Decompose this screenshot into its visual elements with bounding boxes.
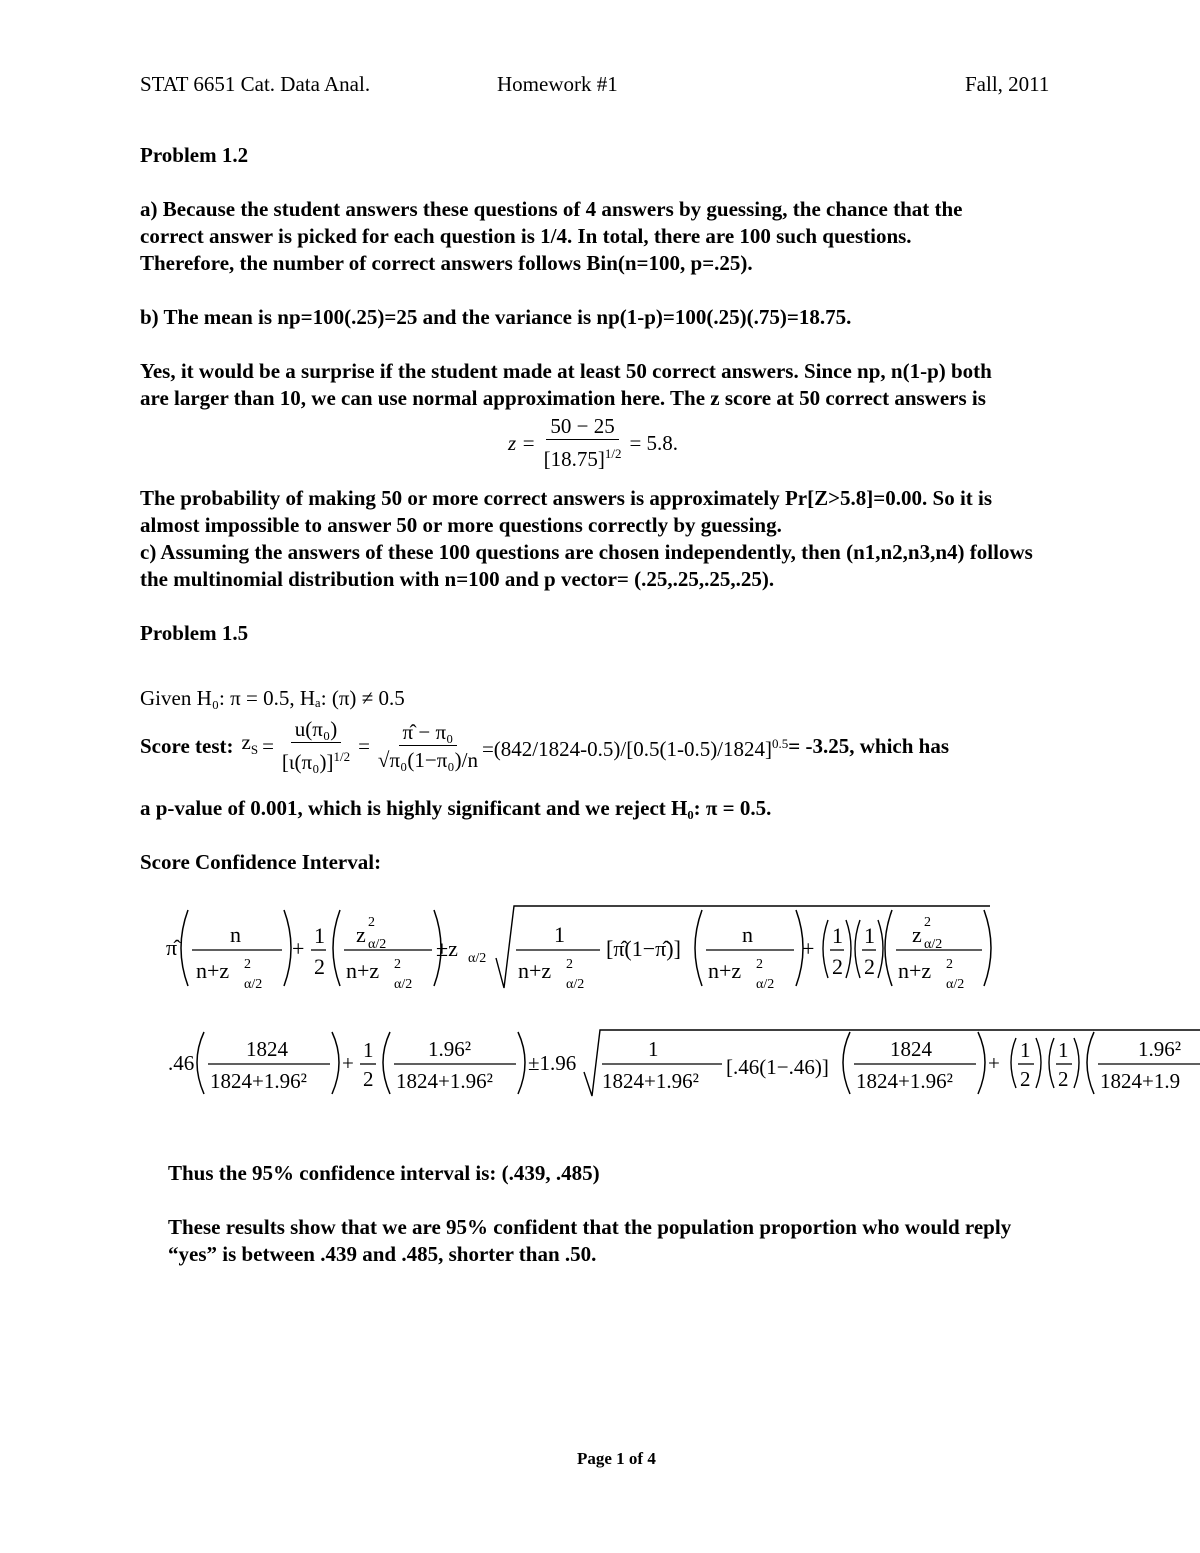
- gf-nz3: n+z: [518, 958, 552, 983]
- p12-a-line2: correct answer is picked for each question is 1/4. In total, there are 100 such questions.: [140, 224, 912, 248]
- gf-one1: 1: [314, 923, 325, 948]
- z-score-formula: [508, 413, 678, 473]
- gf-one3: 1: [832, 923, 843, 948]
- zs-symbol: [242, 729, 259, 763]
- p15-pvalue-line: a p-value of 0.001, which is highly significant and we reject H₀: π = 0.5.: [140, 796, 772, 820]
- gf-nz1: n+z: [196, 958, 230, 983]
- gf-n2: n: [742, 922, 753, 947]
- nf-bracket: [.46(1−.46)]: [726, 1055, 829, 1079]
- nf-one2: 1: [648, 1037, 659, 1061]
- gf-zsup5: 2: [946, 957, 953, 972]
- nf-n2: 1824: [890, 1037, 932, 1061]
- nf-lead: .46: [168, 1051, 195, 1075]
- gf-zsup1: 2: [244, 957, 251, 972]
- nf-one4: 1: [1058, 1038, 1069, 1062]
- gf-bracket: [π̂(1−π̂)]: [606, 936, 681, 961]
- gf-z2a-sup: 2: [368, 915, 375, 930]
- score-rest-text: =(842/1824-0.5)/[0.5(1-0.5)/1824]: [481, 736, 773, 761]
- gf-zsub1: α/2: [244, 977, 263, 992]
- frac1-den-base: [ι(π₀)]: [281, 750, 334, 774]
- nf-plus2: +: [988, 1051, 1000, 1075]
- p12-c-line1: c) Assuming the answers of these 100 questions are chosen independently, then (n1,n2,n3,n4) follows: [140, 540, 1033, 564]
- frac1-den-exp: 1/2: [333, 749, 351, 764]
- problem-1-2-title: Problem 1.2: [140, 143, 249, 167]
- gf-two2: 2: [832, 954, 843, 979]
- header-assignment: Homework #1: [497, 72, 618, 96]
- gf-z2b-sub: α/2: [924, 937, 943, 952]
- nf-two3: 2: [1058, 1067, 1069, 1091]
- z-numerator: 50 − 25: [546, 413, 618, 440]
- zs-base: z: [241, 729, 251, 754]
- nf-denom1: 1824+1.96²: [210, 1069, 307, 1093]
- z-denominator: [540, 440, 626, 473]
- z-den-exp: 1/2: [604, 446, 622, 461]
- gf-zsub5: α/2: [946, 977, 965, 992]
- gf-plus1: +: [292, 936, 305, 961]
- z-lhs: z =: [508, 430, 536, 455]
- score-exp: 0.5: [772, 735, 789, 751]
- p12-a-line3: Therefore, the number of correct answers follows Bin(n=100, p=.25).: [140, 251, 753, 275]
- gf-n1: n: [230, 922, 241, 947]
- score-rest: [482, 730, 788, 763]
- nf-two2: 2: [1020, 1067, 1031, 1091]
- gf-z2a: z: [356, 922, 366, 947]
- score-frac1: [278, 716, 354, 776]
- gf-zsup4: 2: [756, 957, 763, 972]
- gf-zsup3: 2: [566, 957, 573, 972]
- score-ci-general-formula: [160, 898, 1000, 998]
- gf-zsub3: α/2: [566, 977, 585, 992]
- gf-two1: 2: [314, 954, 325, 979]
- gf-pmz-sub: α/2: [468, 951, 487, 966]
- p12-c-line2: the multinomial distribution with n=100 and p vector= (.25,.25,.25,.25).: [140, 567, 775, 591]
- p12-yes-line1: Yes, it would be a surprise if the student made at least 50 correct answers. Since np, n(1-p) both: [140, 359, 992, 383]
- gf-nz2: n+z: [346, 958, 380, 983]
- p12-a-line1: a) Because the student answers these questions of 4 answers by guessing, the chance that the: [140, 197, 963, 221]
- gf-pmz: ±z: [436, 936, 458, 961]
- p12-prob-line2: almost impossible to answer 50 or more questions correctly by guessing.: [140, 513, 782, 537]
- score-test-label: Score test:: [140, 733, 234, 758]
- ci-conclusion-line1: These results show that we are 95% confident that the population proportion who would reply: [168, 1215, 1012, 1239]
- p12-prob-line1: The probability of making 50 or more correct answers is approximately Pr[Z>5.8]=0.00. So it is: [140, 486, 993, 510]
- frac1-num: u(π₀): [291, 716, 341, 743]
- zs-sub: S: [250, 742, 259, 758]
- z-fraction: [540, 413, 626, 473]
- nf-z2a: 1.96²: [428, 1037, 472, 1061]
- frac2-den: √π₀(1−π₀)/n: [377, 747, 478, 772]
- ci-conclusion-title: Thus the 95% confidence interval is: (.439, .485): [168, 1161, 600, 1185]
- nf-n1: 1824: [246, 1037, 288, 1061]
- gf-zsub4: α/2: [756, 977, 775, 992]
- gf-plus2: +: [802, 936, 815, 961]
- header-term: Fall, 2011: [965, 72, 1050, 96]
- nf-one1: 1: [363, 1038, 374, 1062]
- gf-z2b-sup: 2: [924, 915, 931, 930]
- nf-two1: 2: [363, 1067, 374, 1091]
- gf-zsub2: α/2: [394, 977, 413, 992]
- nf-denom4: 1824+1.96²: [856, 1069, 953, 1093]
- z-den-base: [18.75]: [543, 447, 605, 471]
- frac1-den: [278, 743, 354, 776]
- p12-yes-line2: are larger than 10, we can use normal approximation here. The z score at 50 correct answers is: [140, 386, 986, 410]
- problem-1-5-title: Problem 1.5: [140, 621, 249, 645]
- nf-one3: 1: [1020, 1038, 1031, 1062]
- score-end: = -3.25, which has: [788, 733, 950, 758]
- score-test-line: Score test: $z_S$ = $\frac{\text{u(π₀)}}{[\iota(\pi_0)]^{1/2}}$ = $\frac{\text{π̂ − π₀}}{\text{√π₀(1−π₀)/n}}$ $=(842/1824-0.5)/[0.5(1-0.5)/1824]^{0.5}$ = -3.25, which has: [140, 717, 950, 774]
- p15-given: Given H₀: π = 0.5, Hₐ: (π) ≠ 0.5: [140, 686, 405, 710]
- gf-nz4: n+z: [708, 958, 742, 983]
- gf-zsup2: 2: [394, 957, 401, 972]
- page-number: Page 1 of 4: [577, 1449, 656, 1468]
- gf-pihat: π̂: [166, 935, 178, 960]
- score-ci-title: Score Confidence Interval:: [140, 850, 382, 874]
- gf-one2: 1: [554, 922, 565, 947]
- nf-z2b: 1.96²: [1138, 1037, 1182, 1061]
- frac2-num: π̂ − π₀: [399, 719, 458, 746]
- nf-pm: ±1.96: [528, 1051, 577, 1075]
- gf-one4: 1: [864, 923, 875, 948]
- nf-denom3: 1824+1.96²: [602, 1069, 699, 1093]
- score-frac2: [374, 719, 482, 774]
- score-ci-numeric-formula: [160, 1022, 1200, 1102]
- ci-conclusion-line2: “yes” is between .439 and .485, shorter than .50.: [168, 1242, 597, 1266]
- z-rhs: = 5.8.: [629, 430, 679, 455]
- gf-two3: 2: [864, 954, 875, 979]
- nf-denom5-trunc: 1824+1.9: [1100, 1069, 1181, 1093]
- gf-z2b: z: [912, 922, 922, 947]
- header-course: STAT 6651 Cat. Data Anal.: [140, 72, 371, 96]
- p12-b-line1: b) The mean is np=100(.25)=25 and the variance is np(1-p)=100(.25)(.75)=18.75.: [140, 305, 852, 329]
- nf-denom2: 1824+1.96²: [396, 1069, 493, 1093]
- nf-plus1: +: [342, 1051, 354, 1075]
- gf-z2a-sub: α/2: [368, 937, 387, 952]
- gf-nz5: n+z: [898, 958, 932, 983]
